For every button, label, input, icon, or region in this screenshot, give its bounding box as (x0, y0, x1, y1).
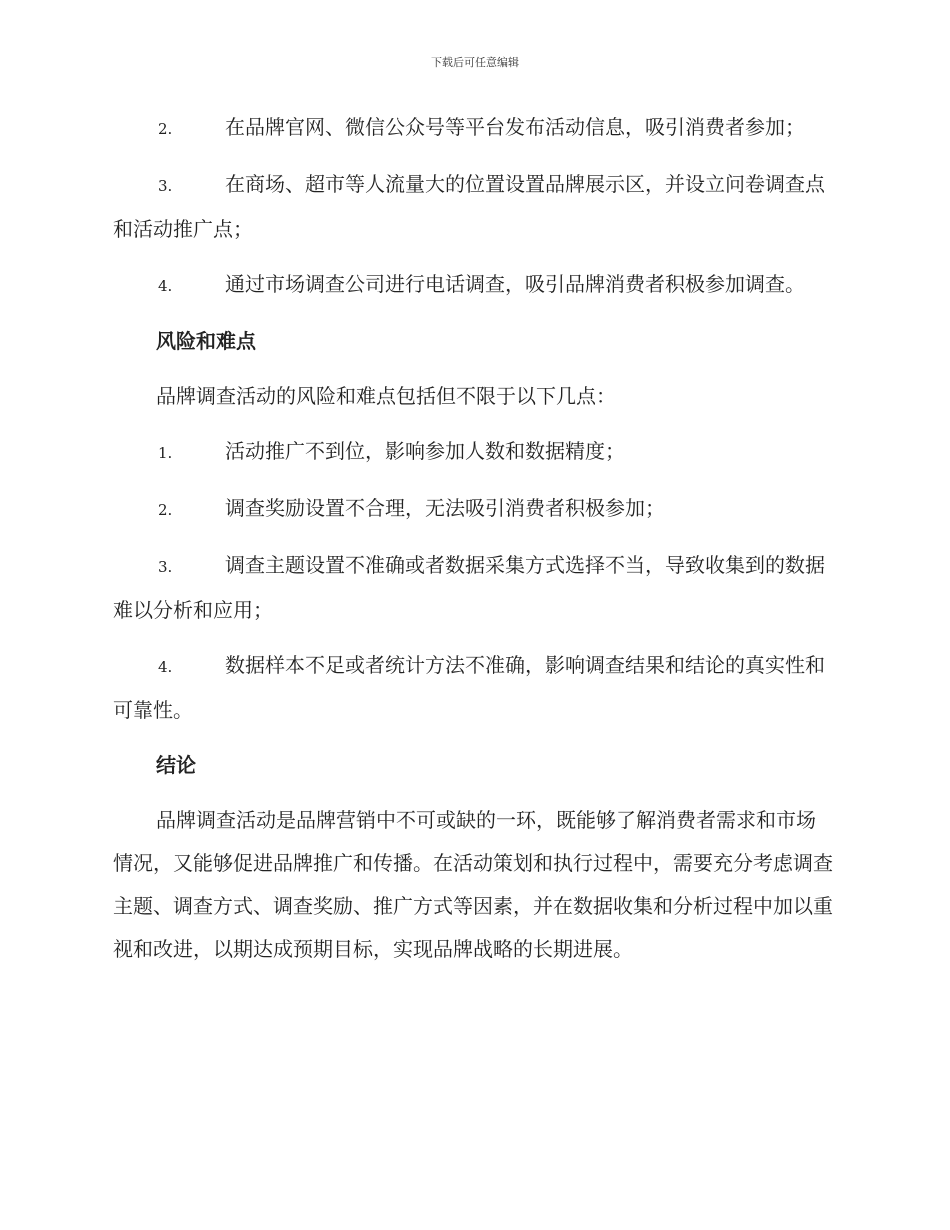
list-text: 调查奖励设置不合理，无法吸引消费者积极参加； (225, 496, 665, 520)
conclusion-body: 品牌调查活动是品牌营销中不可或缺的一环，既能够了解消费者需求和市场情况，又能够促进品牌推广和传播。在活动策划和执行过程中，需要充分考虑调查主题、调查方式、调查奖励、推广方式等因素，并在数据收集和分析过程中加以重视和改进，以期达成预期目标，实现品牌战略的长期进展。 (113, 808, 833, 961)
section-heading-risks: 风险和难点 (156, 329, 256, 353)
list-item (113, 430, 835, 475)
list-number: 3. (158, 558, 173, 576)
list-number: 1. (158, 444, 173, 462)
list-text: 在商场、超市等人流量大的位置设置品牌展示区，并设立问卷调查点和活动推广点； (113, 172, 825, 241)
list-number: 3. (158, 177, 173, 195)
list-text: 通过市场调查公司进行电话调查，吸引品牌消费者积极参加调查。 (225, 272, 805, 296)
list-number: 4. (158, 277, 173, 295)
risks-intro: 品牌调查活动的风险和难点包括但不限于以下几点： (156, 384, 616, 408)
list-text: 活动推广不到位，影响参加人数和数据精度； (225, 439, 625, 463)
list-item (113, 544, 835, 632)
list-text: 数据样本不足或者统计方法不准确，影响调查结果和结论的真实性和可靠性。 (113, 653, 825, 722)
document-body (113, 106, 835, 971)
list-text: 调查主题设置不准确或者数据采集方式选择不当，导致收集到的数据难以分析和应用； (113, 553, 825, 622)
list-number: 2. (158, 501, 173, 519)
list-item (113, 487, 835, 532)
list-number: 4. (158, 658, 173, 676)
list-number: 2. (158, 120, 173, 138)
list-item (113, 263, 835, 308)
list-item (113, 163, 835, 251)
list-item (113, 644, 835, 732)
list-item (113, 106, 835, 151)
header-note: 下载后可任意编辑 (431, 56, 519, 69)
section-heading-conclusion: 结论 (156, 753, 196, 777)
list-text: 在品牌官网、微信公众号等平台发布活动信息，吸引消费者参加； (225, 115, 805, 139)
